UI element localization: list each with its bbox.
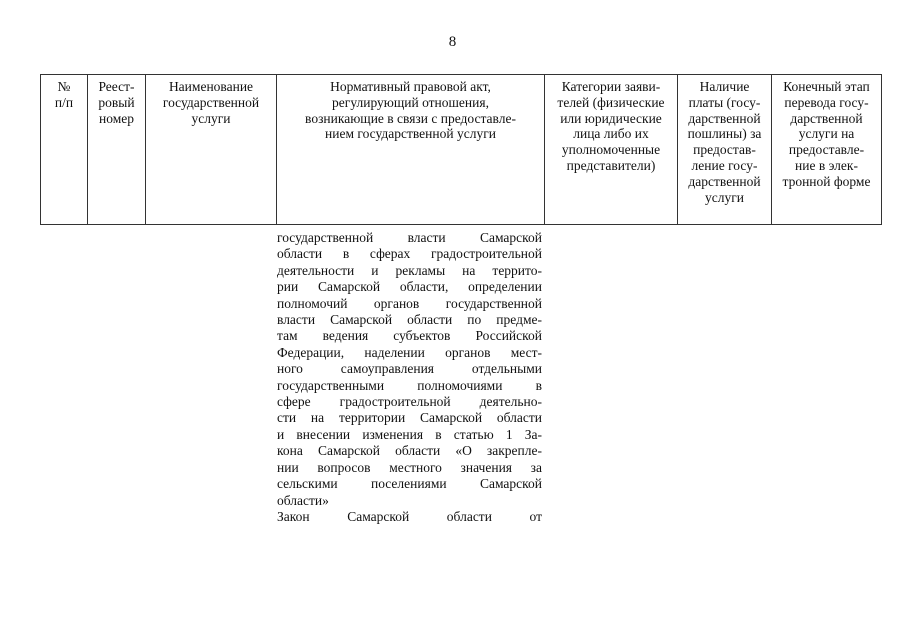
body-text-line: нии вопросов местного значения за: [277, 459, 542, 475]
header-cell-applicant-categories: [545, 75, 678, 225]
legal-act-continuation-text: [277, 230, 542, 525]
body-text-line: сти на территории Самарской области: [277, 410, 542, 426]
body-text-line: сельскими поселениями Самарской: [277, 476, 542, 492]
header-cell-number: [41, 75, 88, 225]
body-text-line: рии Самарской области, определении: [277, 279, 542, 295]
header-cell-line: Нормативный правовой акт,: [330, 79, 491, 94]
header-cell-line: тронной форме: [782, 173, 871, 189]
header-cell-line: регулирующий отношения,: [332, 94, 489, 110]
header-cell-line: дарственной: [688, 173, 761, 189]
header-cell-line: Конечный этап: [783, 79, 870, 94]
header-cell-line: дарственной: [688, 110, 761, 126]
header-cell-line: Наличие: [699, 79, 750, 94]
header-cell-registry-number: [88, 75, 146, 225]
header-cell-line: предоставле-: [788, 142, 865, 158]
header-cell-line: Реест-: [98, 79, 135, 94]
header-cell-line: возникающие в связи с предоставле-: [305, 110, 516, 126]
header-cell-line: пошлины) за: [687, 126, 762, 142]
header-cell-line: ровый: [98, 94, 135, 110]
header-cell-legal-act: [277, 75, 545, 225]
table-header-row: [41, 75, 882, 225]
body-text-line: Закон Самарской области от: [277, 508, 542, 524]
header-cell-line: ление госу-: [691, 157, 758, 173]
body-text-line: власти Самарской области по предме-: [277, 312, 542, 328]
body-text-line: сфере градостроительной деятельно-: [277, 394, 542, 410]
body-text-line: кона Самарской области «О закрепле-: [277, 443, 542, 459]
body-text-line: государственной власти Самарской: [277, 230, 542, 245]
header-cell-line: номер: [98, 110, 134, 126]
header-cell-line: п/п: [54, 94, 74, 110]
header-cell-fee: [678, 75, 772, 225]
body-text-line: области»: [277, 492, 329, 508]
header-cell-line: платы (госу-: [688, 94, 761, 110]
services-table-header: [40, 74, 882, 225]
header-cell-service-name: [146, 75, 277, 225]
body-text-line: области в сферах градостроительной: [277, 246, 542, 262]
header-cell-line: услуги на: [798, 126, 855, 142]
body-text-line: полномочий органов государственной: [277, 295, 542, 311]
header-cell-line: лица либо их: [573, 126, 649, 142]
body-text-line: государственными полномочиями в: [277, 377, 542, 393]
header-cell-line: представители): [566, 157, 656, 173]
header-cell-line: дарственной: [790, 110, 863, 126]
header-cell-line: перевода госу-: [784, 94, 869, 110]
page-number: 8: [448, 34, 457, 50]
header-cell-line: ние в элек-: [795, 157, 858, 173]
header-cell-line: или юридические: [560, 110, 662, 126]
body-text-line: ного самоуправления отдельными: [277, 361, 542, 377]
header-cell-line: услуги: [705, 189, 744, 205]
header-cell-line: №: [57, 79, 71, 94]
header-cell-line: государственной: [162, 94, 260, 110]
body-text-line: и внесении изменения в статью 1 За-: [277, 426, 542, 442]
header-cell-line: Наименование: [168, 79, 254, 94]
body-text-line: деятельности и рекламы на террито-: [277, 262, 542, 278]
body-text-line: Федерации, наделении органов мест-: [277, 344, 542, 360]
header-cell-line: предостав-: [693, 142, 756, 158]
header-cell-line: нием государственной услуги: [325, 126, 496, 142]
body-text-line: там ведения субъектов Российской: [277, 328, 542, 344]
header-cell-electronic-stage: [772, 75, 882, 225]
header-cell-line: уполномоченные: [561, 142, 661, 158]
header-cell-line: услуги: [191, 110, 231, 126]
header-cell-line: Категории заяви-: [561, 79, 661, 94]
header-cell-line: телей (физические: [557, 94, 665, 110]
